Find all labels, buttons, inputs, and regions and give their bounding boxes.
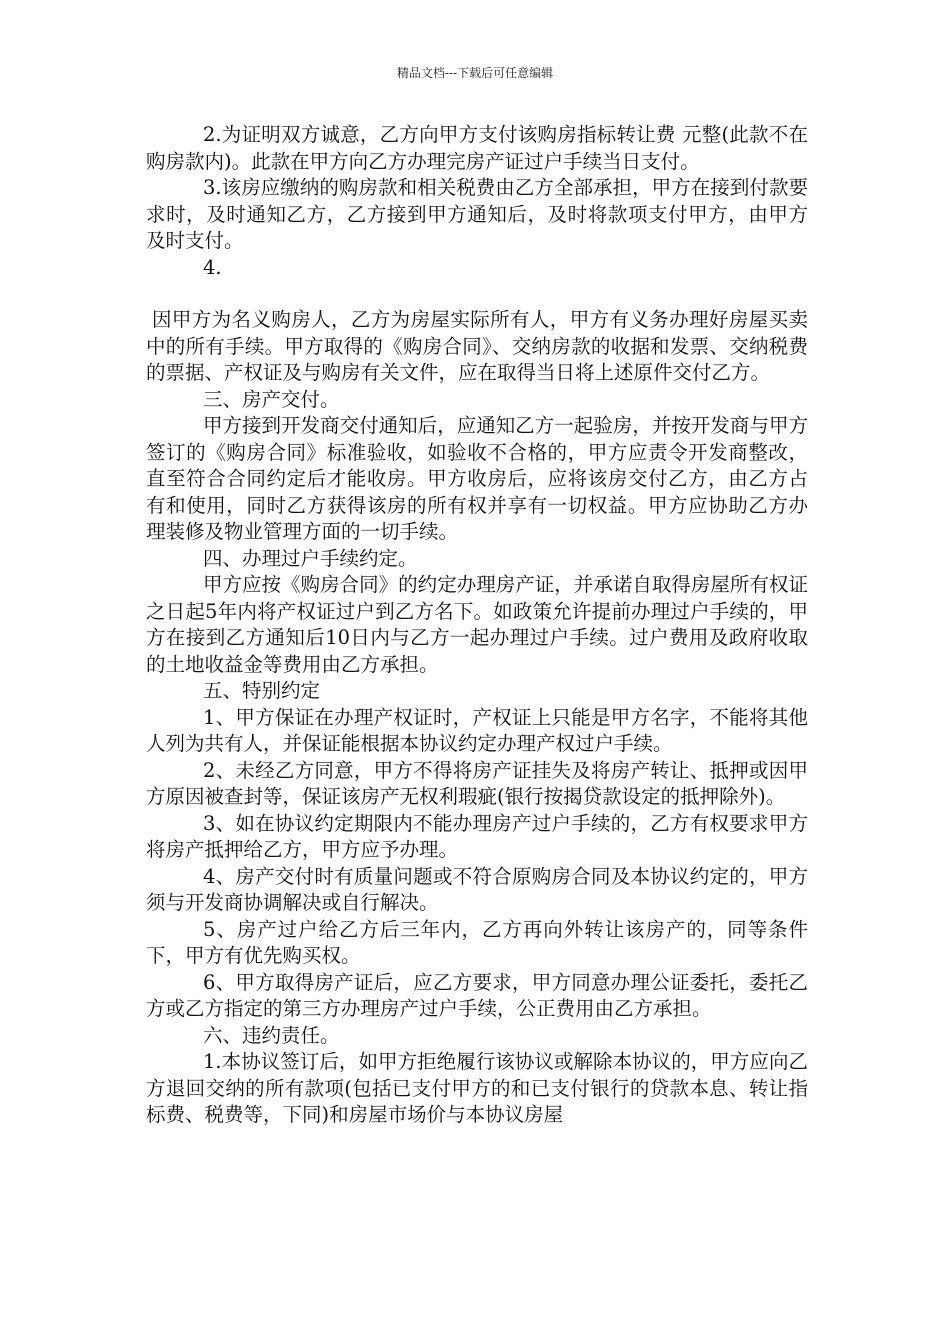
section-heading-6: 六、违约责任。: [203, 1023, 340, 1047]
paragraph-4: 4.: [203, 255, 222, 279]
blank-line: [146, 281, 808, 307]
section-heading-5: 五、特别约定: [203, 679, 321, 702]
breach-clause-1: 1.本协议签订后，如甲方拒绝履行该协议或解除本协议的，甲方应向乙方退回交纳的所有款项(包括已支付甲方的和已支付银行的贷款本息、转让指标费、税费等，下同)和房屋市场价与本协议房屋: [146, 1050, 808, 1126]
paragraph-transfer: 甲方应按《购房合同》的约定办理房产证，并承诺自取得房屋所有权证之日起5年内将产权证过户到乙方名下。如政策允许提前办理过户手续的，甲方在接到乙方通知后10日内与乙方一起办理过户手续。过户费用及政府收取的土地收益金等费用由乙方承担。: [146, 573, 808, 676]
paragraph-2: 2.为证明双方诚意，乙方向甲方支付该购房指标转让费 元整(此款不在购房款内)。此款在甲方向乙方办理完房产证过户手续当日支付。: [146, 123, 808, 173]
section-heading-4: 四、办理过户手续约定。: [203, 546, 418, 570]
paragraph-delivery: 甲方接到开发商交付通知后，应通知乙方一起验房，并按开发商与甲方签订的《购房合同》标准验收，如验收不合格的，甲方应责令开发商整改，直至符合合同约定后才能收房。甲方收房后，应将该房交付乙方，由乙方占有和使用，同时乙方获得该房的所有权并享有一切权益。甲方应协助乙方办理装修及物业管理方面的一切手续。: [146, 414, 808, 543]
special-clause-5: 5、房产过户给乙方后三年内，乙方再向外转让该房产的，同等条件下，甲方有优先购买权。: [146, 917, 808, 967]
special-clause-4: 4、房产交付时有质量问题或不符合原购房合同及本协议约定的，甲方须与开发商协调解决或自行解决。: [146, 864, 808, 914]
special-clause-2: 2、未经乙方同意，甲方不得将房产证挂失及将房产转让、抵押或因甲方原因被查封等，保证该房产无权利瑕疵(银行按揭贷款设定的抵押除外)。: [146, 758, 808, 808]
special-clause-1: 1、甲方保证在办理产权证时，产权证上只能是甲方名字，不能将其他人列为共有人，并保证能根据本协议约定办理产权过户手续。: [146, 705, 808, 755]
paragraph-nominal-buyer: 因甲方为名义购房人，乙方为房屋实际所有人，甲方有义务办理好房屋买卖中的所有手续。甲方取得的《购房合同》、交纳房款的收据和发票、交纳税费的票据、产权证及与购房有关文件，应在取得当日将上述原件交付乙方。: [146, 308, 808, 384]
page-header: 精品文档---下载后可任意编辑: [396, 66, 554, 80]
special-clause-3: 3、如在协议约定期限内不能办理房产过户手续的，乙方有权要求甲方将房产抵押给乙方，甲方应予办理。: [146, 811, 808, 861]
special-clause-6: 6、甲方取得房产证后，应乙方要求，甲方同意办理公证委托，委托乙方或乙方指定的第三方办理房产过户手续，公正费用由乙方承担。: [146, 970, 808, 1020]
paragraph-3: 3.该房应缴纳的购房款和相关税费由乙方全部承担，甲方在接到付款要求时，及时通知乙方，乙方接到甲方通知后，及时将款项支付甲方，由甲方及时支付。: [146, 176, 808, 252]
section-heading-3: 三、房产交付。: [203, 387, 340, 411]
document-body: [146, 122, 808, 1129]
